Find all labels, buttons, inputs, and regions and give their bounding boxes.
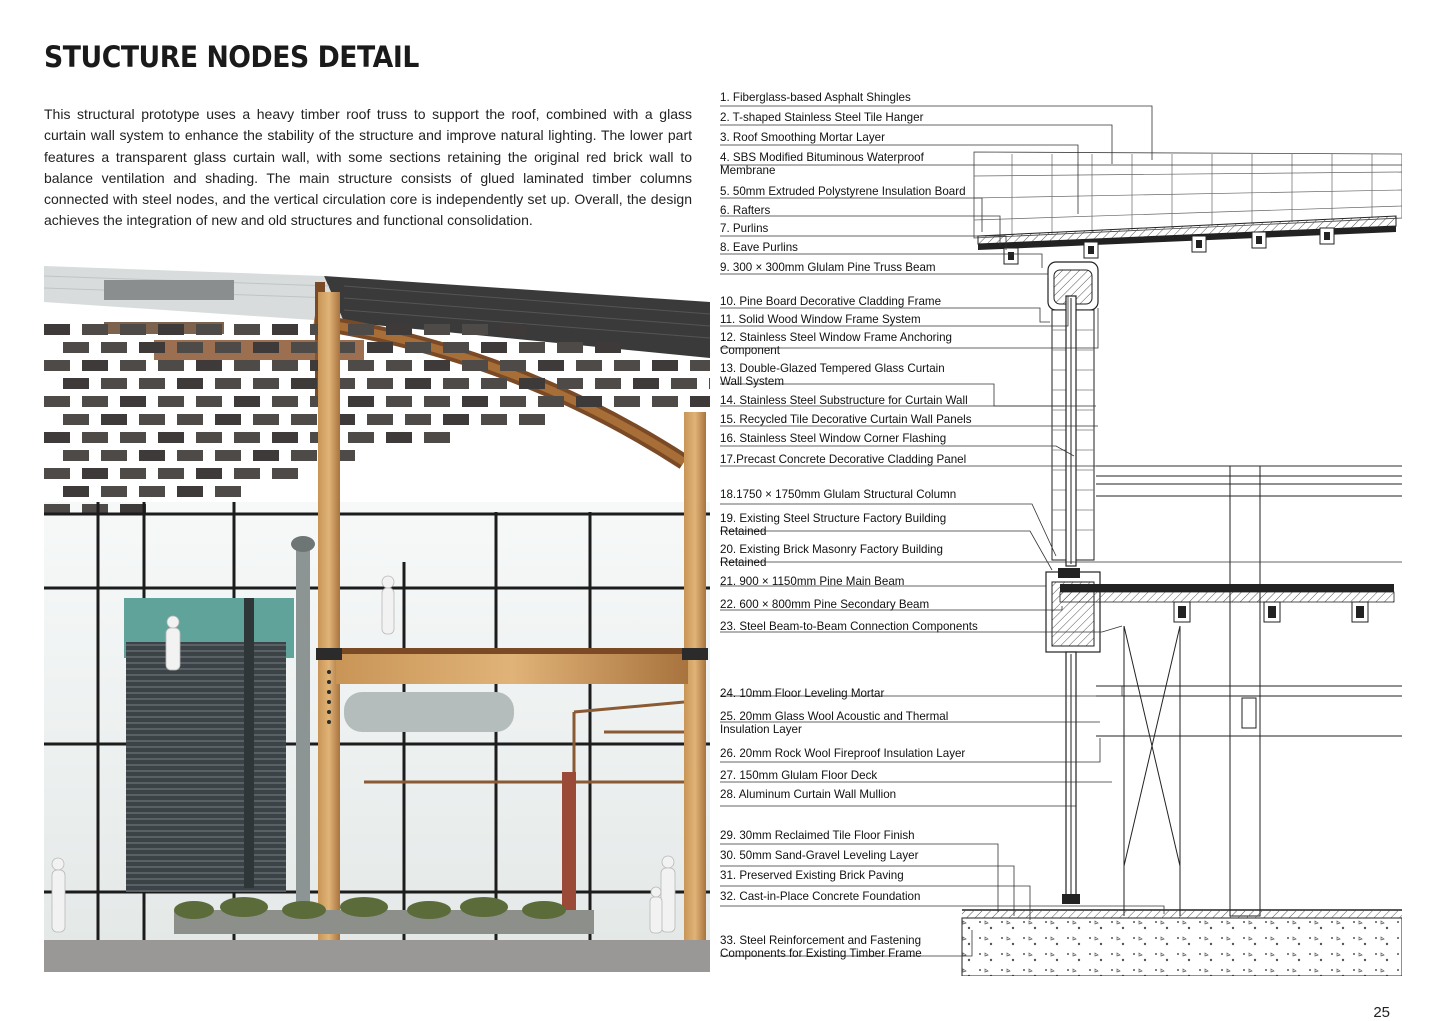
callout-4: 4. SBS Modified Bituminous Waterproof Membrane (720, 151, 924, 177)
page-title: STUCTURE NODES DETAIL (44, 40, 419, 74)
callout-9: 9. 300 × 300mm Glulam Pine Truss Beam (720, 261, 936, 274)
callout-1: 1. Fiberglass-based Asphalt Shingles (720, 91, 911, 104)
callout-13: 13. Double-Glazed Tempered Glass Curtain Wall System (720, 362, 945, 388)
callout-30: 30. 50mm Sand-Gravel Leveling Layer (720, 849, 919, 862)
callout-20: 20. Existing Brick Masonry Factory Building Retained (720, 543, 943, 569)
section-perspective-render (44, 262, 710, 972)
callout-29: 29. 30mm Reclaimed Tile Floor Finish (720, 829, 915, 842)
callout-15: 15. Recycled Tile Decorative Curtain Wall Panels (720, 413, 972, 426)
callout-28: 28. Aluminum Curtain Wall Mullion (720, 788, 897, 801)
intro-paragraph: This structural prototype uses a heavy timber roof truss to support the roof, combined with a glass curtain wall system to enhance the stability of the structure and improve natural lighting. The lower part features a transparent glass curtain wall, with some sections retaining the original red brick wall to balance ventilation and shading. The main structure consists of glued laminated timber columns connected with steel nodes, and the vertical circulation core is independently set up. Overall, the design achieves the integration of new and old structures and functional consolidation. (44, 106, 692, 229)
callout-22: 22. 600 × 800mm Pine Secondary Beam (720, 598, 930, 611)
page-number: 25 (1373, 1004, 1390, 1021)
callout-21: 21. 900 × 1150mm Pine Main Beam (720, 575, 905, 588)
callout-7: 7. Purlins (720, 222, 769, 235)
callout-24: 24. 10mm Floor Leveling Mortar (720, 687, 885, 700)
callout-3: 3. Roof Smoothing Mortar Layer (720, 131, 885, 144)
callout-33: 33. Steel Reinforcement and Fastening Components for Existing Timber Frame (720, 934, 922, 960)
callout-2: 2. T-shaped Stainless Steel Tile Hanger (720, 111, 924, 124)
callout-25: 25. 20mm Glass Wool Acoustic and Thermal Insulation Layer (720, 710, 949, 736)
callout-8: 8. Eave Purlins (720, 241, 798, 254)
callout-19: 19. Existing Steel Structure Factory Building Retained (720, 512, 947, 538)
callout-16: 16. Stainless Steel Window Corner Flashing (720, 432, 947, 445)
callout-12: 12. Stainless Steel Window Frame Anchoring Component (720, 331, 952, 357)
callout-10: 10. Pine Board Decorative Cladding Frame (720, 295, 942, 308)
callout-23: 23. Steel Beam-to-Beam Connection Components (720, 620, 978, 633)
callout-26: 26. 20mm Rock Wool Fireproof Insulation Layer (720, 747, 966, 760)
callout-11: 11. Solid Wood Window Frame System (720, 313, 921, 326)
callout-5: 5. 50mm Extruded Polystyrene Insulation Board (720, 185, 966, 198)
callout-17: 17.Precast Concrete Decorative Cladding Panel (720, 453, 967, 466)
callout-27: 27. 150mm Glulam Floor Deck (720, 769, 878, 782)
callout-32: 32. Cast-in-Place Concrete Foundation (720, 890, 921, 903)
callout-31: 31. Preserved Existing Brick Paving (720, 869, 904, 882)
callout-6: 6. Rafters (720, 204, 771, 217)
callout-14: 14. Stainless Steel Substructure for Curtain Wall (720, 394, 968, 407)
callout-18: 18.1750 × 1750mm Glulam Structural Column (720, 488, 957, 501)
